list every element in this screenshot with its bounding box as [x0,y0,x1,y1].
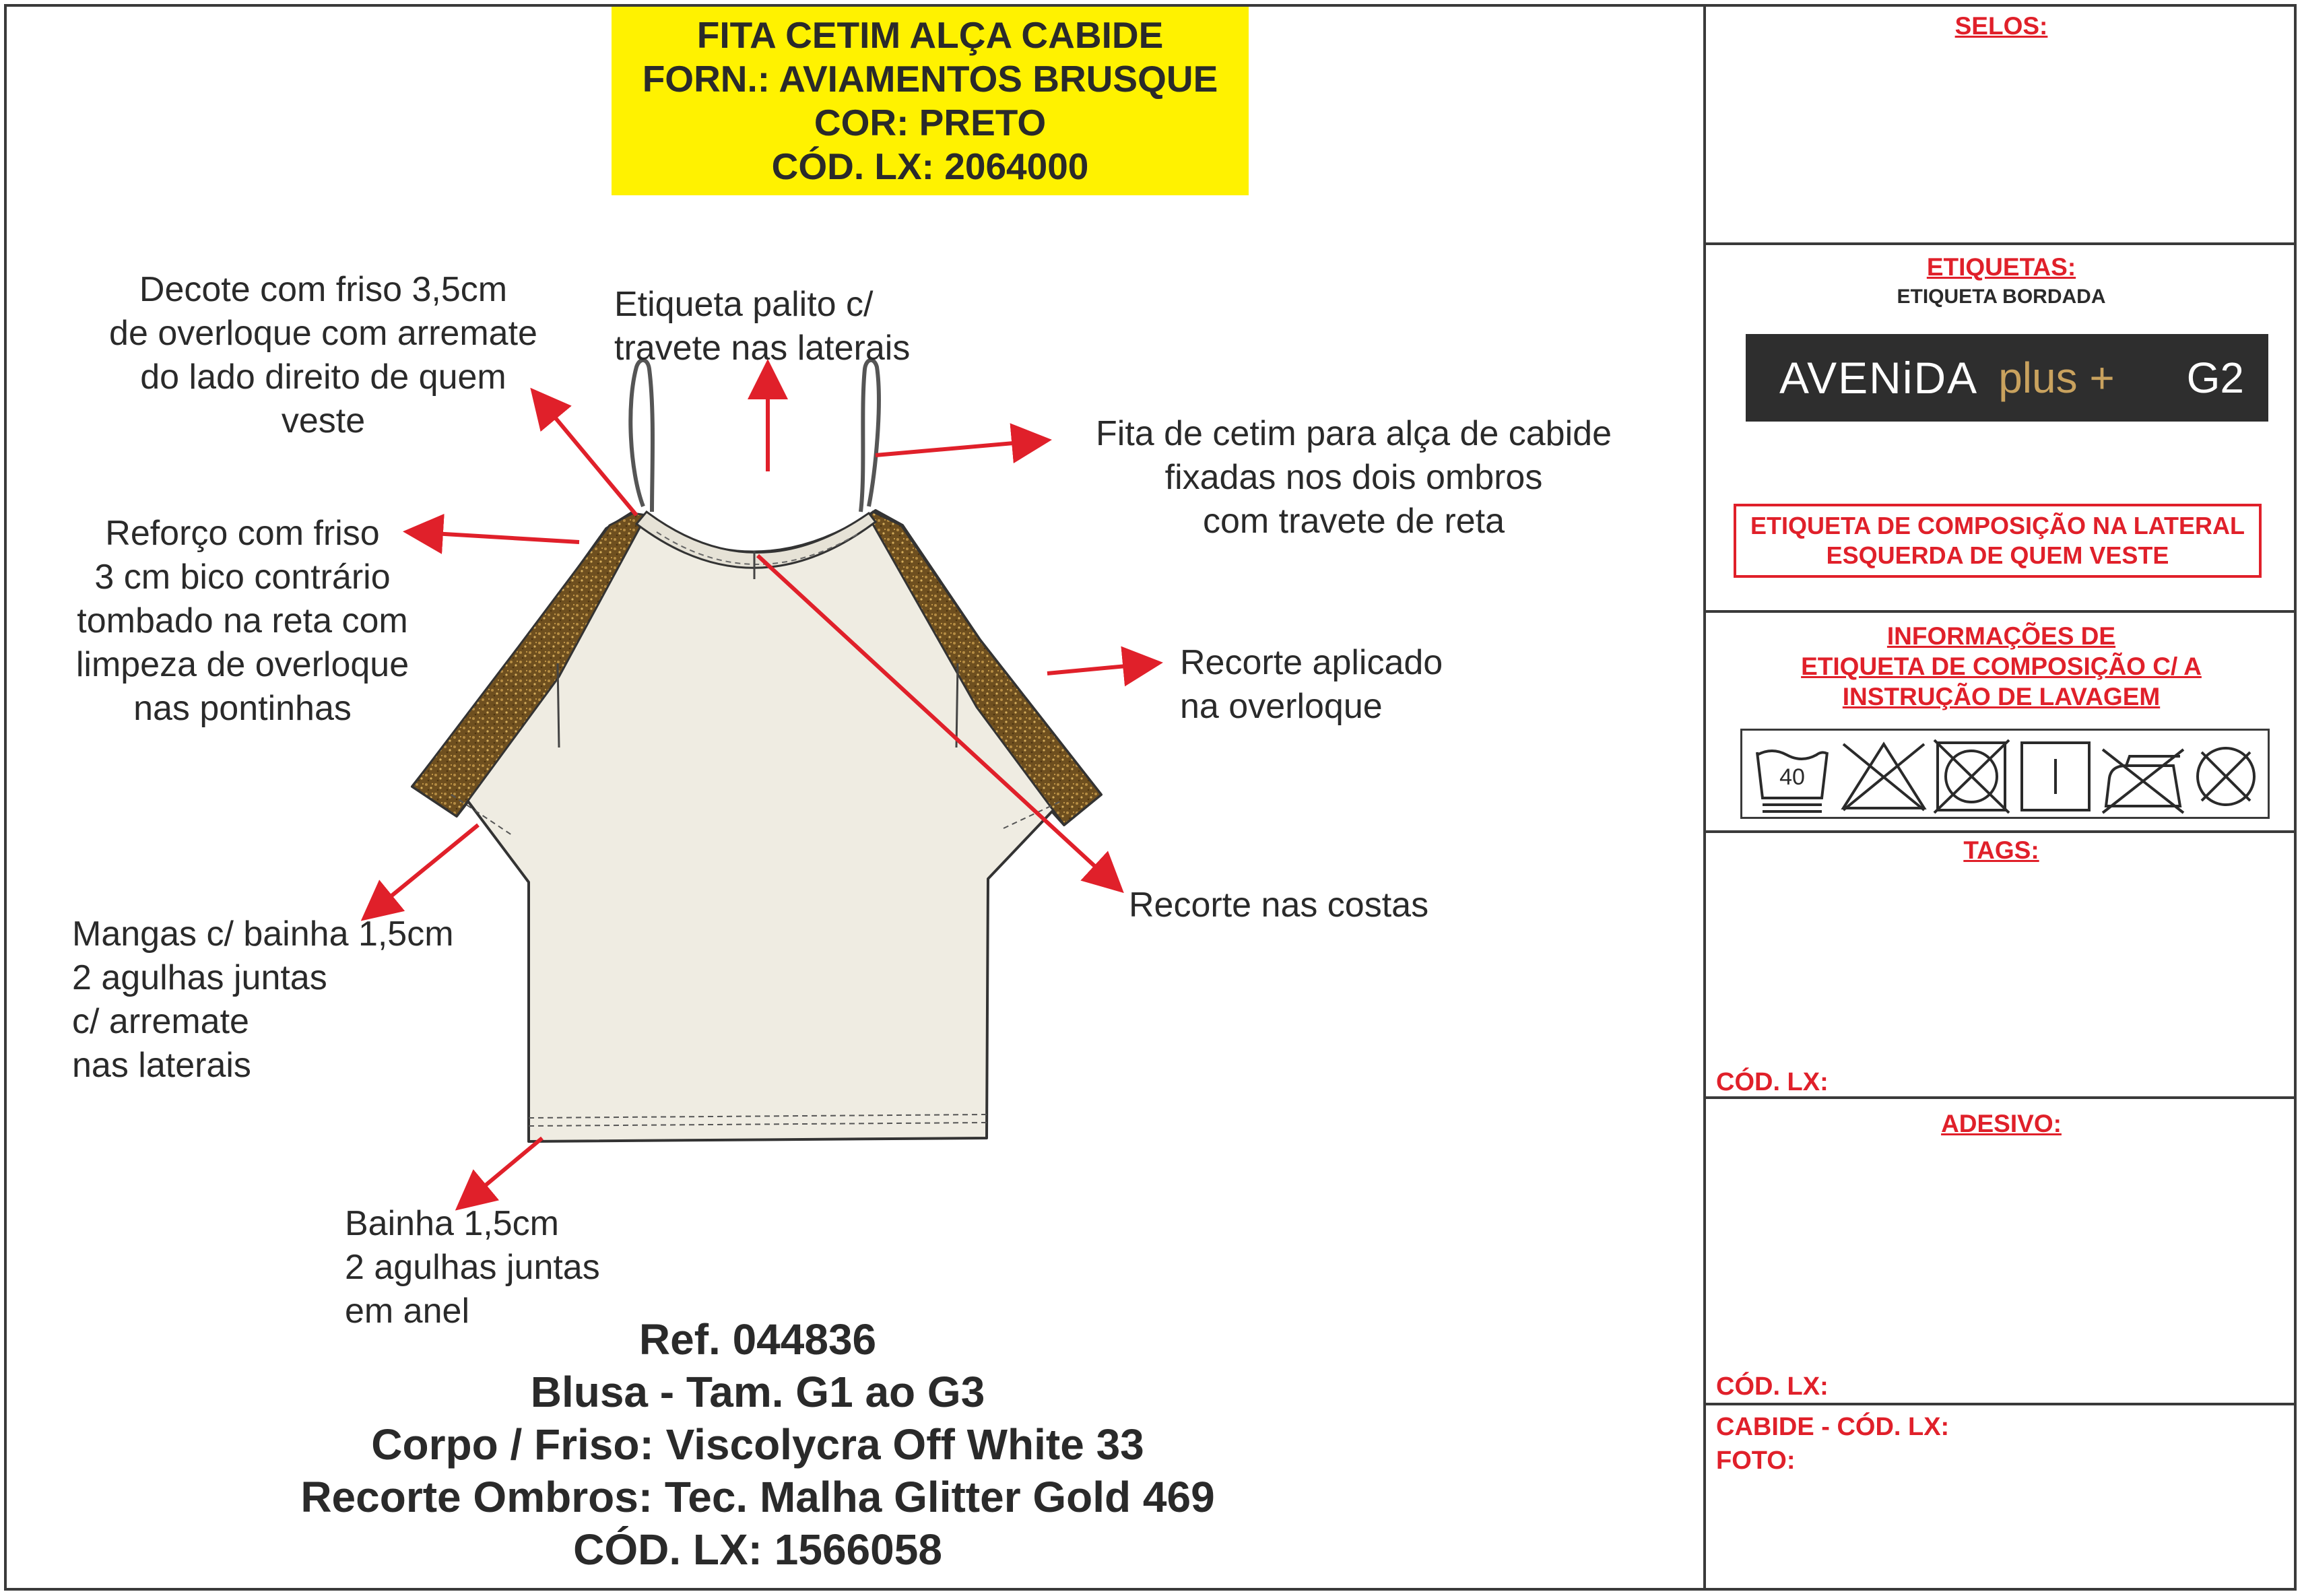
supplier-line: FORN.: AVIAMENTOS BRUSQUE [642,58,1218,100]
no-tumble-dry-icon [1934,740,2009,813]
note-decote: Decote com friso 3,5cm de overloque com arremate do lado direito de quem veste [109,270,537,440]
no-iron-icon [2103,750,2183,813]
care-info-title: INFORMAÇÕES DE ETIQUETA DE COMPOSIÇÃO C/ A INSTRUÇÃO DE LAVAGEM [1801,622,2202,710]
care-symbols [1740,729,2270,819]
note-fita-cetim: Fita de cetim para alça de cabide fixadas nos dois ombros com travete de reta [1096,414,1612,541]
supplier-line: FITA CETIM ALÇA CABIDE [696,14,1164,56]
line-dry-icon [2022,743,2089,810]
brand-logo: AVENiDA [1779,353,1979,403]
hanger-strap-left [630,360,653,512]
composition-label-box: ETIQUETA DE COMPOSIÇÃO NA LATERAL ESQUERDA DE QUEM VESTE [1734,504,2262,578]
adesivo-cod-lx: CÓD. LX: [1716,1372,1829,1401]
supplier-line: COR: PRETO [814,102,1047,143]
note-reforco: Reforço com friso 3 cm bico contrário tombado na reta com limpeza de overloque nas pontinhas [75,514,409,728]
note-mangas: Mangas c/ bainha 1,5cm 2 agulhas juntas c/ arremate nas laterais [72,915,454,1085]
arrow-recorte-aplicado [1047,663,1155,673]
no-bleach-icon [1843,744,1924,810]
etiquetas-subtitle: ETIQUETA BORDADA [1897,286,2106,308]
tags-title: TAGS: [1963,836,2039,864]
product-name: Blusa - Tam. G1 ao G3 [530,1368,985,1416]
note-bainha: Bainha 1,5cm 2 agulhas juntas em anel [345,1204,600,1331]
product-code: CÓD. LX: 1566058 [573,1525,942,1574]
cabide-info: CABIDE - CÓD. LX: FOTO: [1716,1413,1950,1475]
tags-cod-lx: CÓD. LX: [1716,1068,1829,1096]
hanger-strap-right [861,360,879,512]
svg-text:40: 40 [1779,764,1805,790]
size-label: G2 [2186,354,2244,402]
body-fabric: Corpo / Friso: Viscolycra Off White 33 [371,1420,1144,1469]
reference-block [202,1313,1313,1576]
shoulder-fabric: Recorte Ombros: Tec. Malha Glitter Gold 469 [300,1473,1215,1521]
note-recorte-costas: Recorte nas costas [1129,886,1429,925]
brand-plus: plus + [1998,354,2115,402]
supplier-line: CÓD. LX: 2064000 [771,145,1089,187]
garment-body [412,510,1101,1141]
arrow-fita [876,440,1044,455]
arrow-mangas [367,825,478,916]
adesivo-title: ADESIVO: [1941,1110,2062,1137]
no-dry-clean-icon [2198,748,2254,805]
ref-number: Ref. 044836 [638,1315,877,1364]
wash-40-icon [1757,751,1827,811]
note-recorte-aplicado: Recorte aplicado na overloque [1180,643,1443,726]
etiquetas-title: ETIQUETAS: [1926,253,2076,281]
brand-label [1746,334,2268,422]
arrow-bainha [461,1138,542,1205]
note-etiqueta-palito: Etiqueta palito c/ travete nas laterais [614,285,911,368]
selos-title: SELOS: [1954,12,2048,40]
